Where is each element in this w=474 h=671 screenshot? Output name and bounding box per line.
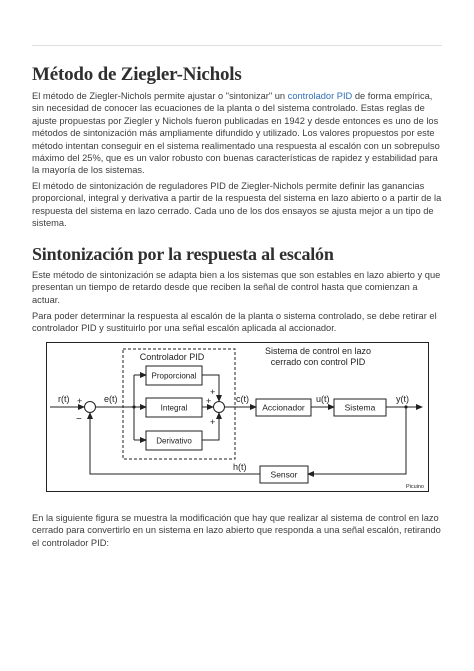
proportional-label: Proporcional <box>151 371 197 381</box>
step-response-paragraph: Para poder determinar la respuesta al escalón de la planta o sistema controlado, se debe retirar el controlador PID y sustituirlo por una señal escalón aplicada al accionador. <box>32 311 437 334</box>
section-heading: Sintonización por la respuesta al escalón <box>32 244 334 264</box>
plus-sign-derivative: + <box>210 417 216 427</box>
sensor-label: Sensor <box>270 469 298 480</box>
pid-group-label: Controlador PID <box>139 352 205 362</box>
output-node <box>404 405 407 408</box>
step-method-paragraph: Este método de sintonización se adapta bien a los sistemas que son estables en lazo abierto y que presentan un tiempo de retardo desde que reciben la señal de control hasta que comienzan a actuar. <box>32 270 441 305</box>
actuator-label: Accionador <box>262 402 305 413</box>
figure-intro-paragraph: En la siguiente figura se muestra la modificación que hay que realizar al sistema de control en lazo cerrado para convertirlo en un sistema en lazo abierto que responda a una señal escalón, retirando el controlador PID: <box>32 513 441 548</box>
signal-y-label: y(t) <box>396 394 409 404</box>
top-divider <box>32 45 442 46</box>
intro-text-end: de forma empírica, sin necesidad de conocer las ecuaciones de la planta o del sistema controlado. Estas reglas de ajuste propuestas por Ziegler y Nichols fueron publicadas en 1942 y desde entonces es uno de los métodos de sintonización más ampliamente difundido y utilizado. Los valores propuestos por este método intentan conseguir en el sistema realimentado una respuesta al escalón con un sobrepulso máximo del 25%, que es un valor robusto con buenas características de rapidez y estabilidad para la mayoría de los sistemas. <box>32 91 440 176</box>
intro-text-start: El método de Ziegler-Nichols permite ajustar o "sintonizar" un <box>32 91 288 101</box>
signal-c-label: c(t) <box>236 394 249 404</box>
plus-sign-proportional: + <box>210 387 216 397</box>
block-diagram-svg <box>46 342 429 492</box>
plus-sign-integral: + <box>206 396 212 406</box>
closed-loop-pid-diagram <box>46 342 429 492</box>
branch-node <box>132 405 135 408</box>
signal-h-label: h(t) <box>233 462 247 472</box>
pid-summing-junction <box>214 402 225 413</box>
signal-e-label: e(t) <box>104 394 118 404</box>
system-label: Sistema <box>344 402 376 413</box>
page-title: Método de Ziegler-Nichols <box>32 64 242 85</box>
signal-u-label: u(t) <box>316 394 330 404</box>
integral-label: Integral <box>160 403 188 413</box>
diagram-caption-line1: Sistema de control en lazo <box>264 346 372 356</box>
intro-paragraph <box>32 90 446 177</box>
pid-controller-link[interactable]: controlador PID <box>287 91 353 101</box>
plus-sign-reference: + <box>77 396 83 406</box>
diagram-caption-line2: cerrado con control PID <box>270 357 366 367</box>
methods-paragraph: El método de sintonización de reguladores PID de Ziegler-Nichols permite definir las ganancias proporcional, integral y derivativa a partir de la respuesta del sistema en lazo abierto o a partir de la respuesta del sistema en lazo cerrado. Cada uno de los dos ensayos se ajusta mejor a un tipo de sistema. <box>32 181 442 229</box>
minus-sign-feedback: − <box>76 414 82 425</box>
error-summing-junction <box>85 402 96 413</box>
derivative-label: Derivativo <box>156 436 192 446</box>
diagram-watermark: Picuino <box>405 484 424 490</box>
signal-r-label: r(t) <box>58 394 70 404</box>
